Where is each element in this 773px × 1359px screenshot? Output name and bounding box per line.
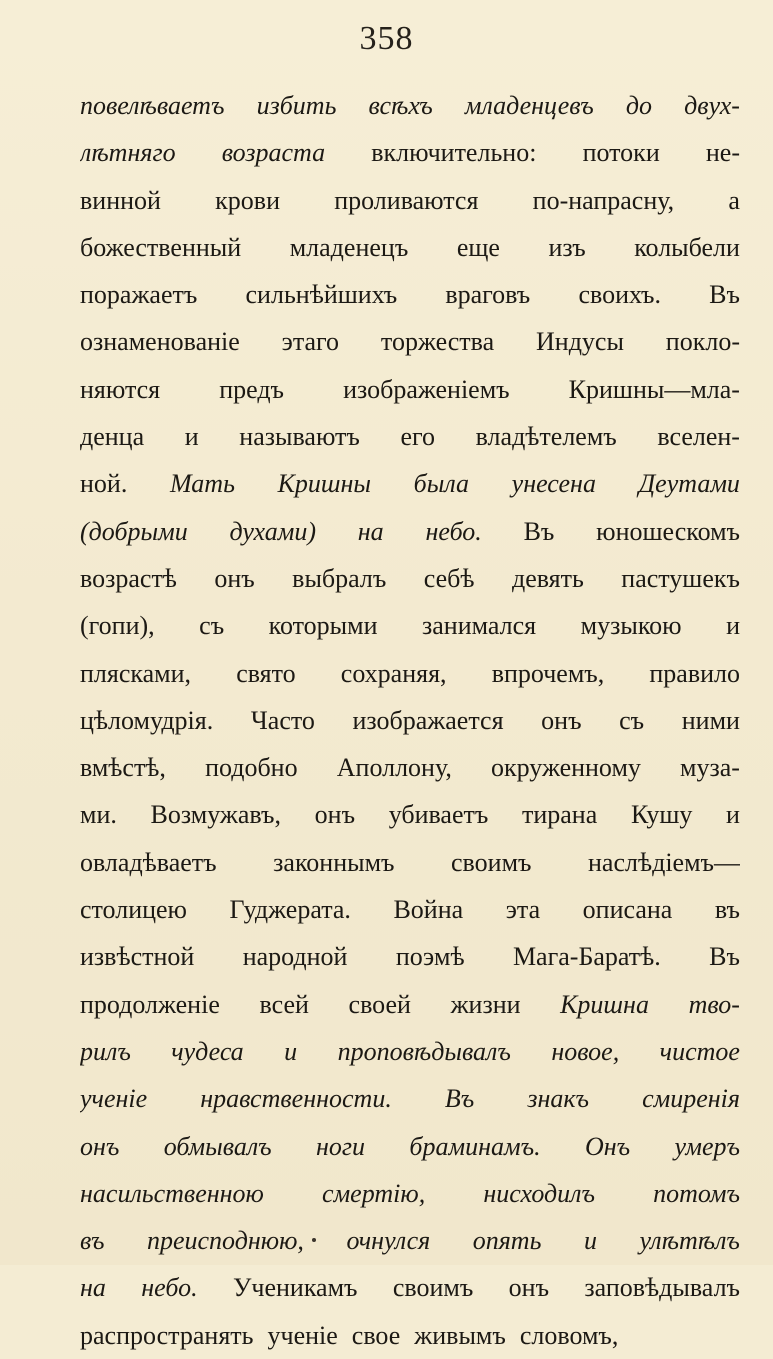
word: Онъ	[584, 1131, 631, 1161]
word: себѣ	[423, 563, 475, 593]
word: правило	[649, 658, 740, 688]
text-line	[80, 602, 740, 649]
word: сильнѣйшихъ	[245, 280, 398, 310]
text-line	[80, 129, 740, 176]
word: девять	[511, 563, 584, 593]
word: ознаменованіе	[80, 327, 240, 357]
word: ученіе	[267, 1320, 338, 1350]
word: его	[400, 422, 436, 452]
word: чудеса	[171, 1036, 244, 1066]
text-line	[80, 886, 740, 933]
text-line	[80, 981, 740, 1028]
word: народной	[242, 942, 348, 972]
word: овладѣваетъ	[80, 847, 217, 877]
word: и	[583, 1226, 597, 1256]
word: возрастѣ	[80, 563, 177, 593]
text-line	[80, 1075, 740, 1122]
text-line	[80, 1028, 740, 1075]
word: живымъ	[414, 1320, 506, 1350]
word: обмывалъ	[163, 1131, 272, 1161]
word: юношескомъ	[596, 516, 740, 546]
text-line	[80, 1217, 740, 1264]
word: онъ	[508, 1273, 550, 1303]
word: унесена	[511, 469, 596, 499]
word: преисподнюю,	[146, 1226, 304, 1256]
word: Гуджерата.	[229, 895, 351, 925]
word: крови	[215, 185, 280, 215]
word: своимъ	[451, 847, 532, 877]
word: Возмужавъ,	[150, 800, 281, 830]
word: онъ	[314, 800, 356, 830]
word: занимался	[421, 611, 537, 641]
word: а	[728, 185, 740, 215]
text-line	[80, 82, 740, 129]
word: духами)	[229, 516, 316, 546]
word: музыкою	[580, 611, 682, 641]
word: поражаетъ	[80, 280, 198, 310]
word: проливаются	[334, 185, 479, 215]
word: смиренія	[642, 1084, 740, 1114]
word: двух-	[684, 91, 740, 120]
word: Кришны—мла-	[568, 374, 740, 404]
text-line	[80, 366, 740, 413]
word: знакъ	[527, 1084, 590, 1114]
word: нисходилъ	[483, 1178, 595, 1208]
word: владѣтелемъ	[475, 422, 617, 452]
word: проповѣдывалъ	[337, 1036, 511, 1066]
word: вмѣстѣ,	[80, 753, 166, 783]
text-line	[80, 744, 740, 791]
word: словомъ,	[519, 1320, 619, 1350]
word: и	[284, 1036, 298, 1066]
word: повелѣваетъ	[80, 91, 225, 120]
word: муза-	[680, 753, 740, 783]
word: жизни	[450, 989, 521, 1019]
word: Мага-Баратѣ.	[512, 942, 661, 972]
word: Часто	[250, 705, 315, 735]
word: денца	[80, 422, 145, 452]
word: лѣтняго	[80, 138, 176, 168]
word: (добрыми	[80, 516, 188, 546]
word: вселен-	[657, 422, 740, 452]
word: выбралъ	[292, 563, 387, 593]
word: цѣломудрія.	[80, 705, 214, 735]
word: включительно:	[371, 138, 537, 168]
word: на	[357, 516, 384, 546]
word: браминамъ.	[409, 1131, 541, 1161]
word: подобно	[205, 753, 298, 783]
word: поэмѣ	[395, 942, 465, 972]
word: плясками,	[80, 658, 192, 688]
word: младенецъ	[289, 232, 409, 262]
word: потоки	[582, 138, 660, 168]
word: (гопи),	[80, 611, 155, 641]
text-line	[80, 933, 740, 980]
word: заповѣдывалъ	[584, 1273, 740, 1303]
text-line	[80, 1170, 740, 1217]
word: всѣхъ	[368, 91, 433, 120]
word: до	[625, 91, 652, 120]
text-line	[80, 1312, 740, 1359]
word: ной.	[80, 469, 128, 499]
word: враговъ	[445, 280, 531, 310]
word: пастушекъ	[621, 563, 740, 593]
ink-speck	[312, 1238, 316, 1242]
body-text	[80, 82, 740, 1359]
word: называютъ	[239, 422, 360, 452]
word: Индусы	[536, 327, 624, 357]
word: всей	[259, 989, 309, 1019]
text-line	[80, 271, 740, 318]
text-line	[80, 224, 740, 271]
word: Въ	[709, 942, 740, 972]
word: съ	[199, 611, 225, 641]
word: извѣстной	[80, 942, 195, 972]
word: въ	[80, 1226, 105, 1256]
word: Въ	[523, 516, 555, 546]
word: Аполлону,	[336, 753, 452, 783]
text-line	[80, 318, 740, 365]
word: своихъ.	[578, 280, 661, 310]
word: которыми	[268, 611, 378, 641]
word: небо.	[141, 1273, 198, 1303]
word: очнулся	[346, 1226, 431, 1256]
word: няются	[80, 374, 161, 404]
word: изображеніемъ	[343, 374, 510, 404]
word: тирана	[521, 800, 598, 830]
word: Кришна	[560, 989, 649, 1019]
text-line	[80, 1123, 740, 1170]
word: ними	[681, 705, 740, 735]
word: онъ	[80, 1131, 120, 1161]
word: столицею	[80, 895, 187, 925]
word: своимъ	[392, 1273, 474, 1303]
word: рилъ	[80, 1036, 131, 1066]
word: ноги	[316, 1131, 366, 1161]
word: съ	[619, 705, 645, 735]
word: младенцевъ	[464, 91, 594, 120]
word: Ученикамъ	[232, 1273, 358, 1303]
word: въ	[714, 895, 740, 925]
word: избить	[256, 91, 337, 120]
word: онъ	[214, 563, 255, 593]
word: продолженіе	[80, 989, 220, 1019]
word: небо.	[425, 516, 482, 546]
word: Кришны	[277, 469, 371, 499]
word: не-	[705, 138, 740, 168]
text-line	[80, 697, 740, 744]
word: впрочемъ,	[491, 658, 605, 688]
word: на	[80, 1273, 106, 1303]
word: винной	[80, 185, 161, 215]
word: изображается	[352, 705, 504, 735]
word: окруженному	[491, 753, 641, 783]
text-line	[80, 791, 740, 838]
word: опять	[472, 1226, 542, 1256]
word: покло-	[665, 327, 740, 357]
word: Деутами	[638, 469, 740, 499]
word: по-напрасну,	[532, 185, 675, 215]
word: онъ	[541, 705, 582, 735]
word: колыбели	[634, 232, 740, 262]
word: Въ	[444, 1084, 475, 1114]
word: торжества	[380, 327, 495, 357]
page-number: 358	[359, 20, 414, 57]
word: Война	[393, 895, 464, 925]
word: умеръ	[674, 1131, 740, 1161]
word: наслѣдіемъ—	[588, 847, 740, 877]
word: предъ	[219, 374, 284, 404]
word: ми.	[80, 800, 117, 830]
text-line	[80, 177, 740, 224]
word: смертію,	[322, 1178, 426, 1208]
word: божественный	[80, 232, 242, 262]
word: и	[726, 611, 740, 641]
word: еще	[456, 232, 500, 262]
word: нравственности.	[200, 1084, 392, 1114]
word: свое	[351, 1320, 401, 1350]
word: Въ	[709, 280, 740, 310]
word: свято	[236, 658, 296, 688]
text-line	[80, 650, 740, 697]
text-line	[80, 460, 740, 507]
word: насильственною	[80, 1178, 264, 1208]
word: Мать	[170, 469, 235, 499]
word: потомъ	[653, 1178, 740, 1208]
text-line	[80, 555, 740, 602]
word: распространять	[80, 1320, 254, 1350]
word: убиваетъ	[388, 800, 489, 830]
word: была	[413, 469, 469, 499]
word: своей	[348, 989, 411, 1019]
word: этаго	[281, 327, 340, 357]
word: чистое	[659, 1036, 740, 1066]
word: эта	[505, 895, 541, 925]
word: изъ	[548, 232, 586, 262]
word: описана	[582, 895, 673, 925]
word: ученіе	[80, 1084, 148, 1114]
word: Кушу	[630, 800, 693, 830]
word: улѣтѣлъ	[639, 1226, 740, 1256]
text-line	[80, 839, 740, 886]
word: новое,	[551, 1036, 620, 1066]
text-line	[80, 413, 740, 460]
word: возраста	[221, 138, 326, 168]
word: и	[184, 422, 199, 452]
word: законнымъ	[273, 847, 395, 877]
word: и	[726, 800, 740, 830]
word: тво-	[688, 989, 740, 1019]
text-line	[80, 1264, 740, 1311]
text-line	[80, 508, 740, 555]
word: сохраняя,	[340, 658, 447, 688]
